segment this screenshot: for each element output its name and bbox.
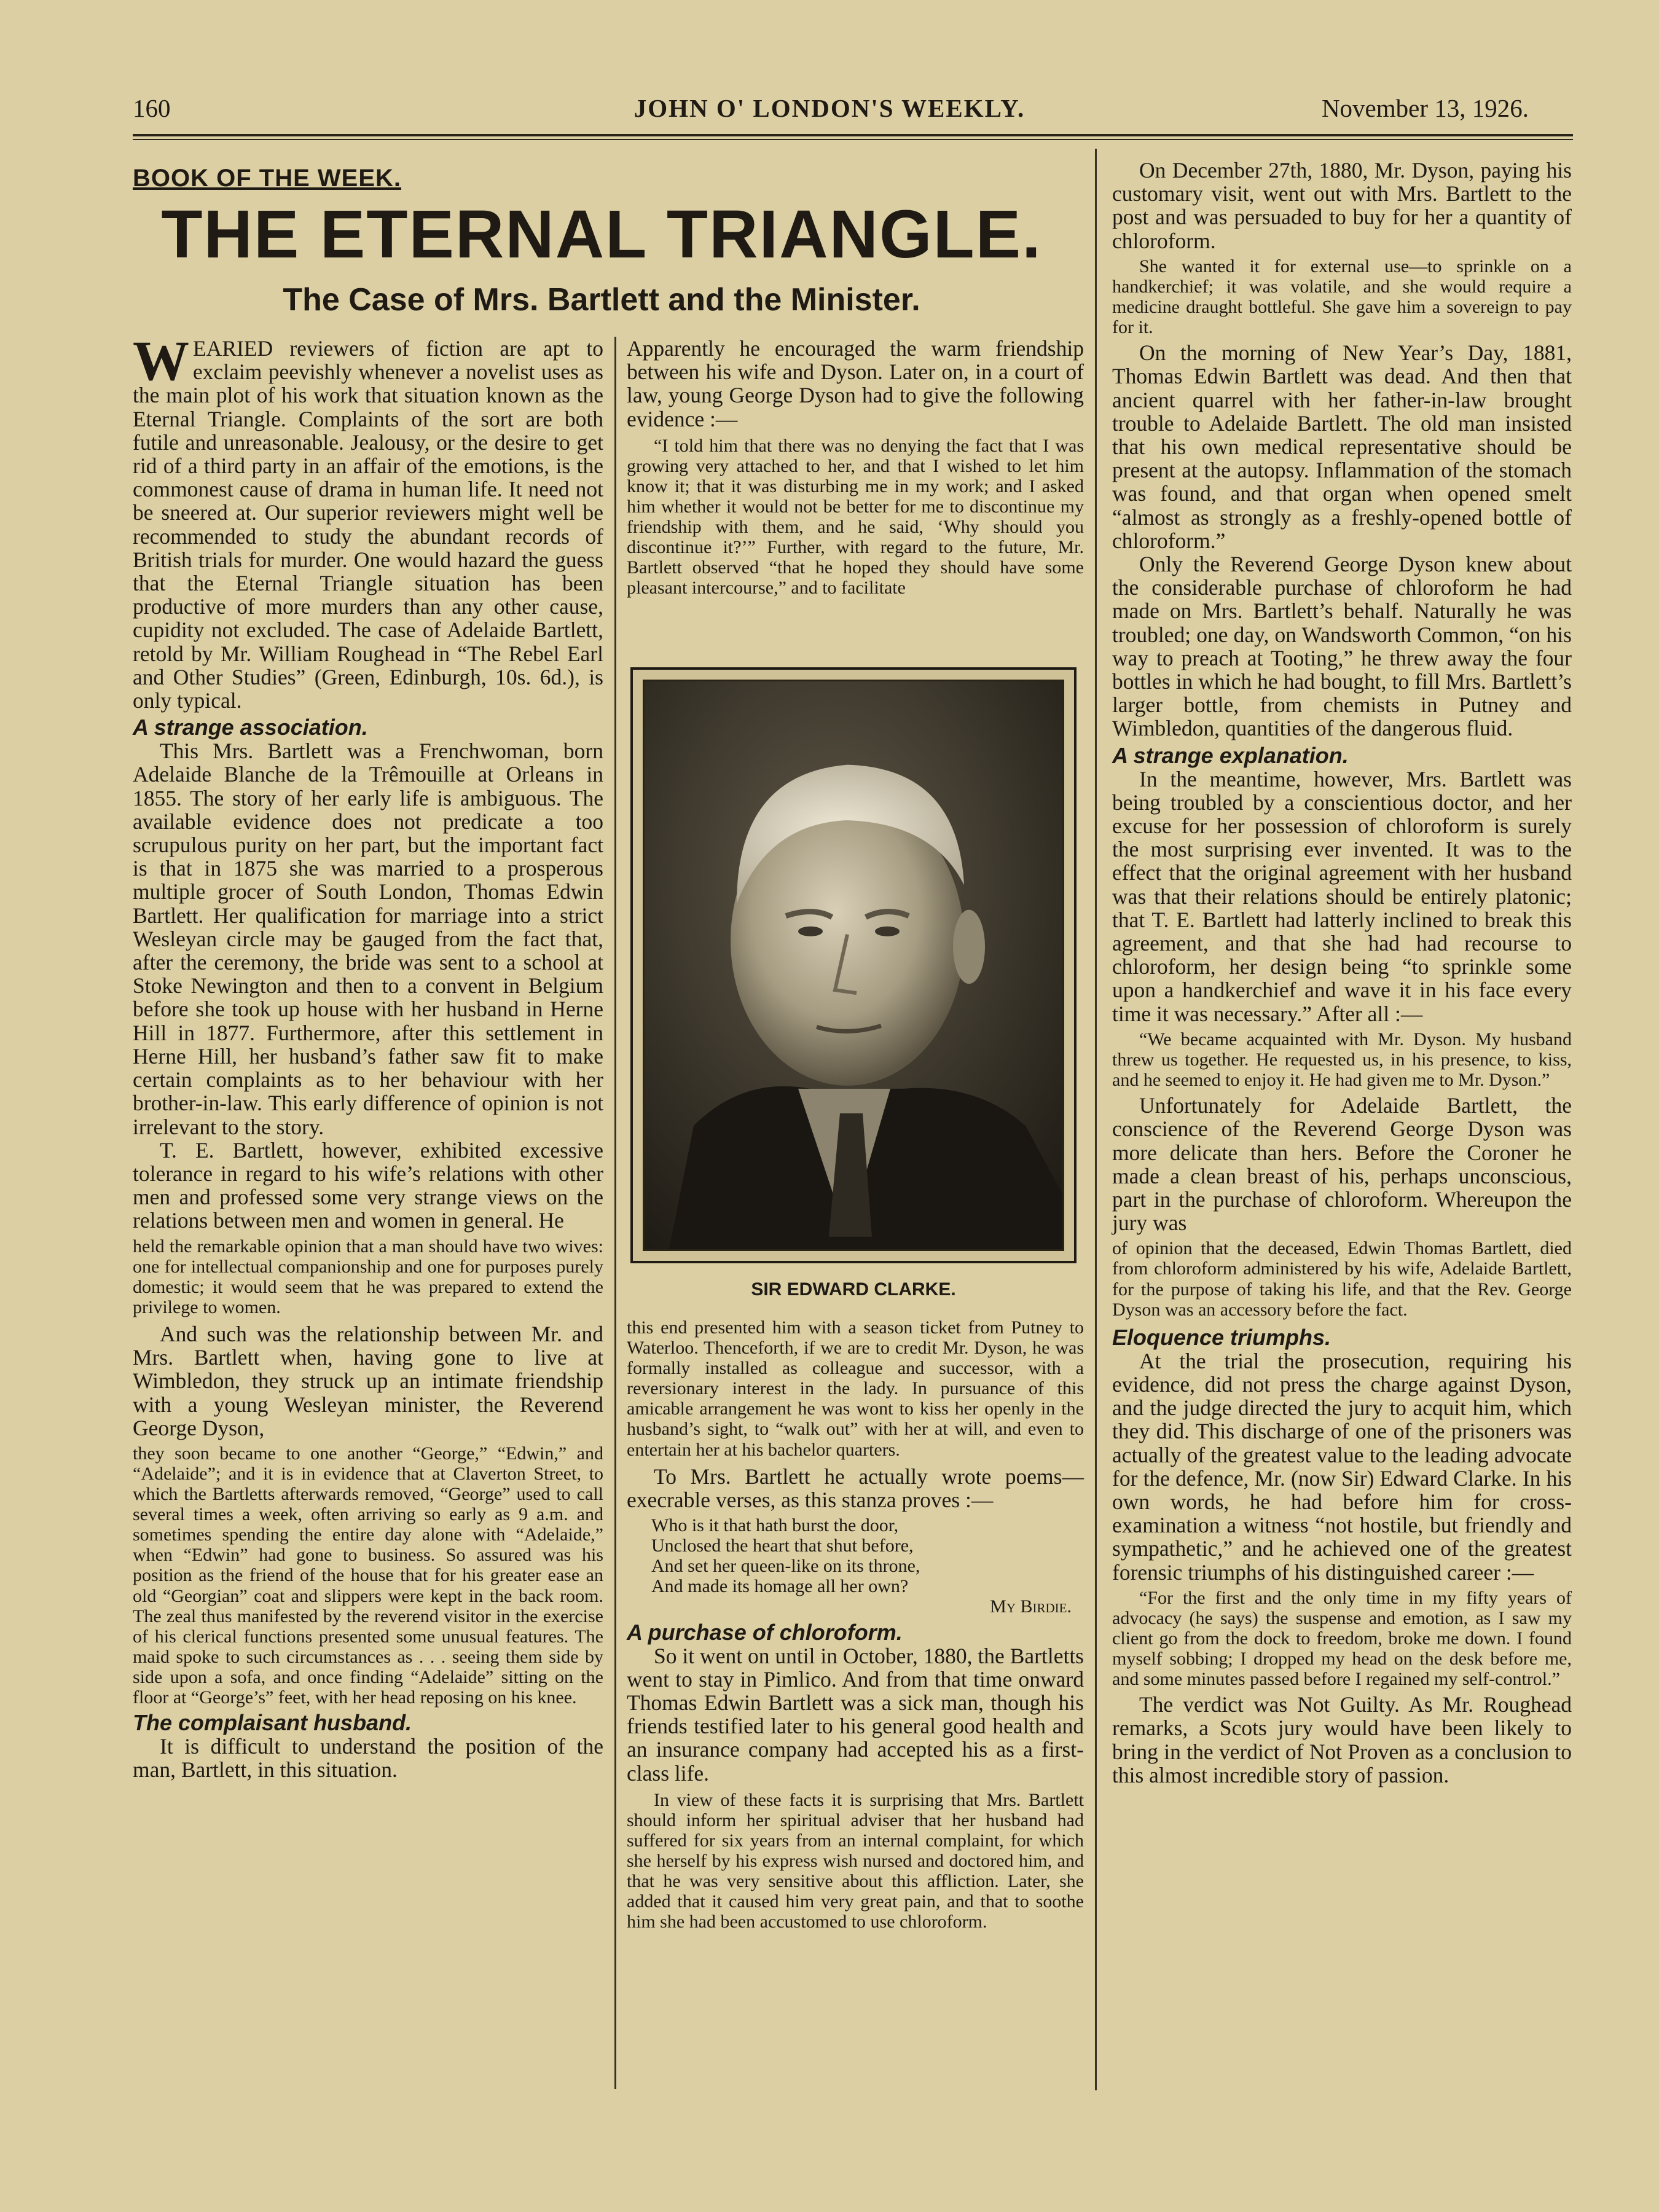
poem-line: Unclosed the heart that shut before, <box>651 1535 914 1556</box>
paragraph: Only the Reverend George Dyson knew about the considerable purchase of chloroform he had made on Mrs. Bartlett’s behalf. Naturally he was troubled; one day, on Wandsworth Common, “on his way to preach at Tooting,” he threw away the four bottles in which he had bought, to fill Mrs. Bartlett’s larger bottle, from chemists in Putney and Wimbledon, quantities of the dangerous fluid. <box>1112 552 1572 741</box>
section-heading: A strange association. <box>133 715 368 740</box>
journal-title: JOHN O' LONDON'S WEEKLY. <box>633 94 1026 122</box>
paragraph: It is difficult to understand the position of the man, Bartlett, in this situation. <box>133 1734 603 1783</box>
paragraph: WEARIED reviewers of fiction are apt to exclaim peevishly whenever a novelist uses as the main plot of his work that situation known as the Eternal Triangle. Complaints of the sort are both futile and unreasonable. Jealousy, or the desire to get rid of a third party in an affair of the emotions, is the commonest cause of drama in human life. It need not be sneered at. Our superior reviewers might well be recommended to study the abundant records of British trials for murder. One would hazard the guess that the Eternal Triangle situation has been productive of more murders than any other cause, cupidity not excluded. The case of Adelaide Bartlett, retold by Mr. William Roughead in “The Rebel Earl and Other Studies” (Green, Edinburgh, 10s. 6d.), is only typical. <box>133 329 603 713</box>
section-heading: A strange explanation. <box>1112 742 1349 768</box>
paragraph: Apparently he encouraged the warm friendship between his wife and Dyson. Later on, in a court of law, young George Dyson had to give the following evidence :— <box>627 336 1084 431</box>
page-number: 160 <box>133 94 171 122</box>
section-heading: The complaisant husband. <box>133 1710 412 1736</box>
paragraph-small: they soon became to one another “George,” “Edwin,” and “Adelaide”; and it is in evidence that at Claverton Street, to which the Bartletts afterwards removed, “George” used to call several times a week, often arriving so early as 9 a.m. and sometimes spending the entire day alone with “Adelaide,” when “Edwin” had gone to business. So assured was his position as the friend of the house that for his greater ease an old “Georgian” coat and slippers were kept in the back room. The zeal thus manifested by the reverend visitor in the exercise of his clerical functions presented some unusual features. The maid spoke to such circumstances as . . . seeing them side by side upon a sofa, and once finding “Adelaide” sitting on the floor at “George’s” feet, with her head reposing on his knee. <box>133 1443 603 1708</box>
header-rule-bottom <box>133 139 1573 140</box>
column-1 <box>133 329 603 1783</box>
paragraph: Unfortunately for Adelaide Bartlett, the conscience of the Reverend George Dyson was more delicate than hers. Before the Coroner he made a clean breast of his, perhaps unconscious, part in the purchase of chloroform. Whereupon the jury was <box>1112 1093 1572 1236</box>
paragraph: And such was the relationship between Mr. and Mrs. Bartlett when, having gone to live at Wimbledon, they struck up an intimate friendship with a young Wesleyan minister, the Reverend George Dyson, <box>133 1321 603 1440</box>
portrait-photo <box>643 680 1064 1251</box>
poem <box>651 1515 1084 1617</box>
paragraph: On December 27th, 1880, Mr. Dyson, paying his customary visit, went out with Mrs. Bartlett to the post and was persuaded to buy for her a quantity of chloroform. <box>1112 158 1572 253</box>
quotation: “For the first and the only time in my fifty years of advocacy (he says) the suspense and emotion, as I saw my client go from the dock to freedom, broke me down. I found myself sobbing; I dropped my head on the desk before me, and some minutes passed before I regained my self-control.” <box>1112 1587 1572 1690</box>
paragraph: So it went on until in October, 1880, the Bartletts went to stay in Pimlico. And from that time onward Thomas Edwin Bartlett was a sick man, though his friends testified later to his general good health and an insurance company had accepted his as a first-class life. <box>627 1643 1084 1786</box>
portrait-image <box>645 681 1062 1249</box>
quotation: “We became acquainted with Mr. Dyson. My husband threw us together. He requested us, in his presence, to kiss, and he seemed to enjoy it. He had given me to Mr. Dyson.” <box>1112 1029 1572 1091</box>
paragraph: On the morning of New Year’s Day, 1881, Thomas Edwin Bartlett was dead. And then that ancient quarrel with her father-in-law brought trouble to Adelaide Bartlett. The old man insisted that his own medical representative should be present at the autopsy. Inflammation of the stomach was found, and that organ when opened smelt “almost as strongly as a freshly-opened bottle of chloroform.” <box>1112 340 1572 553</box>
paragraph-small: She wanted it for external use—to sprinkle on a handkerchief; it was volatile, and she would require a medicine draught bottleful. She gave him a sovereign to pay for it. <box>1112 256 1572 338</box>
paragraph: The verdict was Not Guilty. As Mr. Roughead remarks, a Scots jury would have been likely to bring in the verdict of Not Proven as a conclusion to this almost incredible story of passion. <box>1112 1692 1572 1787</box>
column-divider-1 <box>614 337 616 2089</box>
section-heading: A purchase of chloroform. <box>627 1619 903 1645</box>
poem-signature: My Birdie. <box>990 1596 1072 1617</box>
quotation: “I told him that there was no denying the fact that I was growing very attached to her, and that I wished to let him know it; that it was disturbing me in my work; and I asked him whether it would not be better for me to discontinue my friendship with them, and he said, ‘Why should you discontinue it?’” Further, with regard to the future, Mr. Bartlett observed “that he hoped they should have some pleasant intercourse,” and to facilitate <box>627 435 1084 598</box>
section-heading: Eloquence triumphs. <box>1112 1324 1332 1350</box>
running-head <box>0 93 1659 130</box>
poem-line: And made its homage all her own? <box>651 1576 909 1597</box>
column-2-top <box>627 337 1084 598</box>
paragraph-small: held the remarkable opinion that a man should have two wives: one for intellectual companionship and one for purposes purely domestic; it would seem that he was prepared to extend the privilege to women. <box>133 1236 603 1317</box>
paragraph: In the meantime, however, Mrs. Bartlett was being troubled by a conscientious doctor, and her excuse for her possession of chloroform is surely the most surprising ever invented. It was to the effect that the original agreement with her husband was that their relations should be entirely platonic; that T. E. Bartlett had latterly inclined to break this agreement, and that she had had recourse to chloroform, her design being “to sprinkle some upon a handkerchief and wave it in his face every time it was necessary.” After all :— <box>1112 766 1572 1026</box>
paragraph: At the trial the prosecution, requiring his evidence, did not press the charge against Dyson, and the judge directed the jury to acquit him, which they did. This discharge of one of the prisoners was actually of the greatest value to the leading advocate for the defence, Mr. (now Sir) Edward Clarke. In his own words, he had before him for cross-examination a witness “not hostile, but friendly and sympathetic,” and he achieved one of the greatest forensic triumphs of his distinguished career :— <box>1112 1348 1572 1585</box>
section-kicker: BOOK OF THE WEEK. <box>133 165 401 192</box>
article-title: THE ETERNAL TRIANGLE. <box>161 197 1042 272</box>
paragraph: To Mrs. Bartlett he actually wrote poems—execrable verses, as this stanza proves :— <box>627 1464 1084 1512</box>
issue-date: November 13, 1926. <box>1321 94 1529 122</box>
paragraph: T. E. Bartlett, however, exhibited excessive tolerance in regard to his wife’s relations with other men and professed some very strange views on the relations between men and women in general. He <box>133 1137 603 1233</box>
poem-line: And set her queen-like on its throne, <box>651 1556 920 1577</box>
portrait-photo-frame <box>630 667 1077 1263</box>
drop-cap: W <box>133 329 189 392</box>
paragraph: This Mrs. Bartlett was a Frenchwoman, born Adelaide Blanche de la Trêmouille at Orleans in 1855. The story of her early life is ambiguous. The available evidence does not predicate a too scrupulous purity on her part, but the important fact is that in 1875 she was married to a prosperous multiple grocer of South London, Thomas Edwin Bartlett. Her qualification for marriage into a strict Wesleyan circle may be gauged from the fact that, after the ceremony, the bride was sent to a school at Stoke Newington and then to a convent in Belgium before she took up house with her husband in Herne Hill in 1877. Furthermore, after this settlement in Herne Hill, her husband’s father saw fit to make certain complaints as to her behaviour with her brother-in-law. This early difference of opinion is not irrelevant to the story. <box>133 739 603 1139</box>
photo-caption: SIR EDWARD CLARKE. <box>751 1279 956 1300</box>
header-rule-top <box>133 134 1573 136</box>
column-3 <box>1112 159 1572 1787</box>
paragraph-small: this end presented him with a season ticket from Putney to Waterloo. Thenceforth, if we are to credit Mr. Dyson, he was formally installed as colleague and successor, with a reversionary interest in the lady. In pursuance of this amicable arrangement he was wont to kiss her openly in the husband’s sight, to “walk out” with her at will, and even to entertain her at his bachelor quarters. <box>627 1317 1084 1460</box>
column-divider-2 <box>1095 149 1097 2090</box>
paragraph-small: In view of these facts it is surprising that Mrs. Bartlett should inform her spiritual adviser that her husband had suffered for six years from an internal complaint, for which she herself by his express wish nursed and doctored him, and that he was very sensitive about this affliction. Later, she added that it caused him very great pain, and that to soothe him she had been accustomed to use chloroform. <box>627 1789 1084 1932</box>
poem-line: Who is it that hath burst the door, <box>651 1515 899 1536</box>
article-subtitle: The Case of Mrs. Bartlett and the Minister. <box>283 282 920 318</box>
paragraph-small: of opinion that the deceased, Edwin Thomas Bartlett, died from chloroform administered by his wife, Adelaide Bartlett, for the purpose of taking his life, and that the Rev. George Dyson was an accessory before the fact. <box>1112 1238 1572 1320</box>
column-2-bottom <box>627 1317 1084 1932</box>
